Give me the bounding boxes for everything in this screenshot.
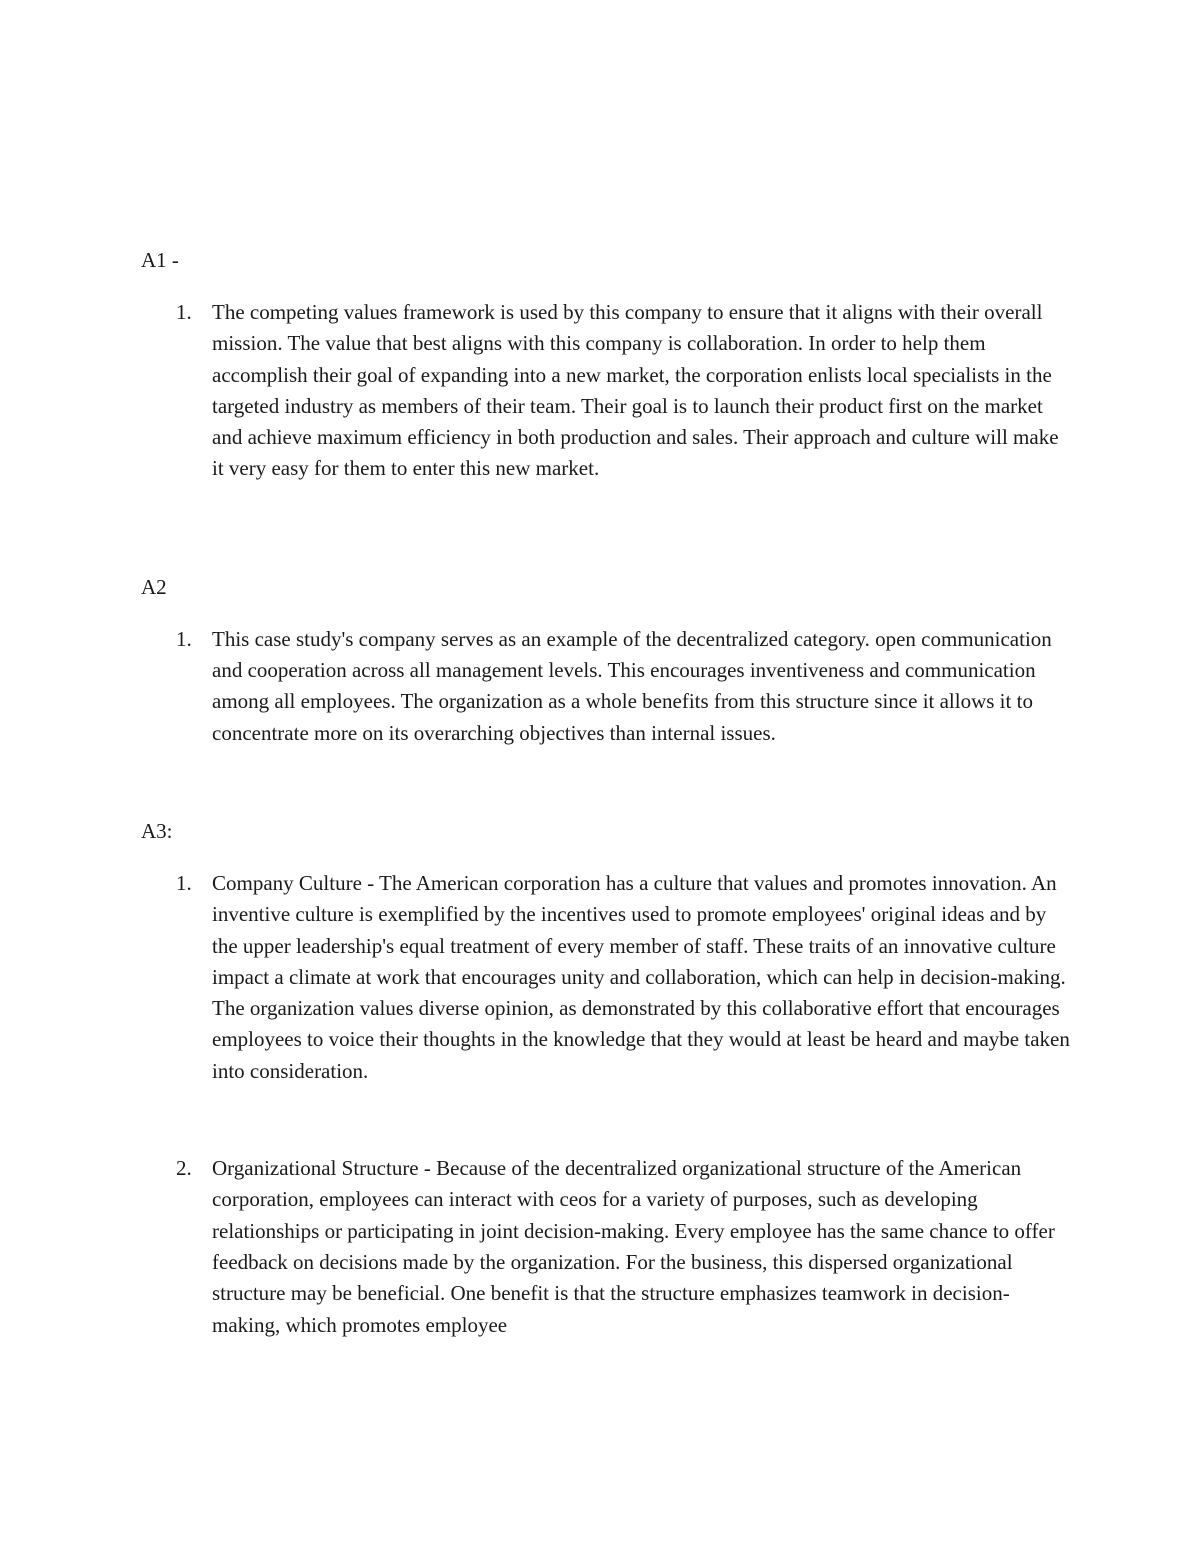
section-a2 xyxy=(141,567,1071,749)
document-body xyxy=(141,240,1071,1341)
paragraph-text: Company Culture - The American corporation has a culture that values and promotes innovation. An inventive culture is exemplified by the incentives used to promote employees' original ideas and by the upper leadership's equal treatment of every member of staff. These traits of an innovative culture impact a climate at work that encourages unity and collaboration, which can help in decision-making. The organization values diverse opinion, as demonstrated by this collaborative effort that encourages employees to voice their thoughts in the knowledge that they would at least be heard and maybe taken into consideration. xyxy=(212,870,1070,1083)
numbered-list xyxy=(141,624,1071,749)
list-number: 1. xyxy=(176,626,192,651)
section-a3 xyxy=(141,811,1071,1341)
section-a1 xyxy=(141,240,1071,485)
section-heading: A2 xyxy=(141,574,167,599)
paragraph-text: The competing values framework is used by this company to ensure that it aligns with their overall mission. The value that best aligns with this company is collaboration. In order to help them accomplish their goal of expanding into a new market, the corporation enlists local specialists in the targeted industry as members of their team. Their goal is to launch their product first on the market and achieve maximum efficiency in both production and sales. Their approach and culture will make it very easy for them to enter this new market. xyxy=(212,300,1059,481)
paragraph-text: This case study's company serves as an example of the decentralized category. open communication and cooperation across all management levels. This encourages inventiveness and communication among all employees. The organization as a whole benefits from this structure since it allows it to concentrate more on its overarching objectives than internal issues. xyxy=(212,626,1052,745)
section-heading: A1 - xyxy=(141,248,179,272)
list-number: 1. xyxy=(176,300,192,324)
numbered-list xyxy=(141,297,1071,485)
list-item xyxy=(141,624,1071,749)
list-number: 2. xyxy=(176,1156,192,1181)
list-item xyxy=(141,297,1071,485)
list-number: 1. xyxy=(176,870,192,895)
list-item xyxy=(141,1153,1071,1341)
numbered-list xyxy=(141,868,1071,1341)
section-heading: A3: xyxy=(141,818,173,843)
paragraph-text: Organizational Structure - Because of the decentralized organizational structure of the American corporation, employees can interact with ceos for a variety of purposes, such as developing relationships or participating in joint decision-making. Every employee has the same chance to offer feedback on decisions made by the organization. For the business, this dispersed organizational structure may be beneficial. One benefit is that the structure emphasizes teamwork in decision-making, which promotes employee xyxy=(212,1156,1055,1337)
list-item xyxy=(141,868,1071,1087)
